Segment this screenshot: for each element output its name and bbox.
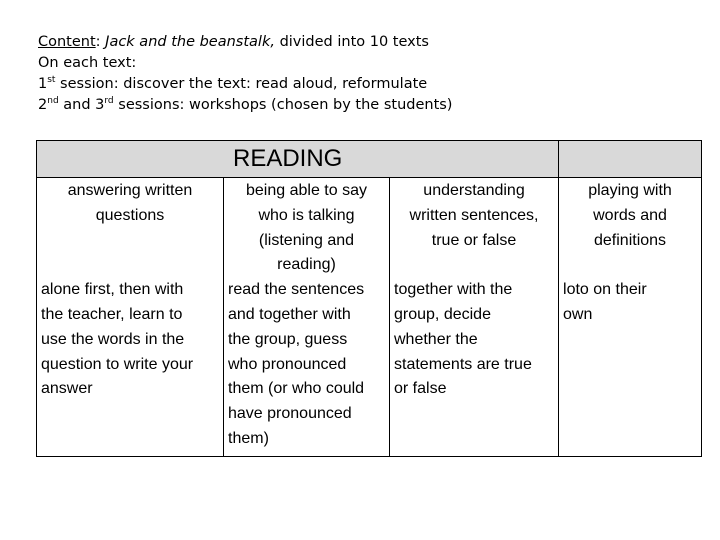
- activity-line: read the sentences: [228, 281, 365, 299]
- activity-line: and together with: [228, 305, 351, 323]
- activity-line: answer: [41, 380, 93, 398]
- skill-line: words and: [593, 206, 667, 224]
- skill-line: reading): [277, 256, 336, 274]
- activity-line: who pronounced: [228, 355, 347, 373]
- skill-line: answering written: [67, 182, 193, 199]
- activity-line: have pronounced: [228, 405, 352, 423]
- first-session-ordinal: st: [47, 75, 56, 85]
- activity-line: or false: [394, 380, 447, 398]
- first-session-description: session: discover the text: read aloud, reformulate: [55, 76, 428, 92]
- skills-row: [37, 178, 702, 279]
- skill-line: definitions: [594, 231, 667, 249]
- skill-line: true or false: [431, 231, 517, 249]
- reading-header-title: READING: [233, 145, 343, 172]
- second-session-ordinal: nd: [47, 96, 59, 106]
- activity-line: them): [228, 429, 269, 447]
- activity-line: together with the: [394, 281, 513, 299]
- activity-line: question to write your: [41, 355, 194, 373]
- skill-cell: [37, 178, 224, 279]
- story-title: Jack and the beanstalk,: [105, 34, 275, 50]
- skill-line: written sentences,: [409, 206, 539, 224]
- activity-line: loto on their: [563, 281, 647, 299]
- activity-line: alone first, then with: [41, 281, 184, 299]
- skill-cell: [390, 178, 559, 279]
- activity-cell: [37, 278, 224, 456]
- activity-line: own: [563, 305, 593, 323]
- activity-line: the group, guess: [228, 330, 348, 348]
- each-text-line: On each text:: [38, 55, 137, 71]
- activity-line: group, decide: [394, 305, 491, 323]
- reading-header-row: [37, 141, 702, 178]
- later-sessions-description: sessions: workshops (chosen by the students): [113, 97, 453, 113]
- activity-line: statements are true: [394, 355, 532, 373]
- third-session-number: and 3: [58, 97, 105, 113]
- activity-line: whether the: [394, 330, 478, 348]
- activity-line: them (or who could: [228, 380, 365, 398]
- reading-header-empty-cell: [559, 141, 702, 178]
- skill-line: questions: [95, 206, 165, 224]
- content-description: divided into 10 texts: [274, 34, 429, 50]
- skill-line: being able to say: [246, 182, 367, 199]
- third-session-ordinal: rd: [104, 96, 114, 106]
- activity-line: the teacher, learn to: [41, 305, 183, 323]
- first-session-number: 1: [38, 76, 48, 92]
- content-label: Content: [38, 34, 96, 50]
- activity-cell: [390, 278, 559, 456]
- activity-cell: [224, 278, 390, 456]
- content-line: [38, 32, 452, 53]
- reading-table: [36, 140, 702, 457]
- second-session-number: 2: [38, 97, 48, 113]
- activities-row: [37, 278, 702, 456]
- reading-header-cell: [37, 141, 559, 178]
- skill-line: (listening and: [258, 231, 355, 249]
- first-session-line: [38, 74, 452, 95]
- skill-line: playing with: [588, 182, 672, 199]
- skill-line: who is talking: [258, 206, 355, 224]
- intro-text: [38, 32, 452, 116]
- activity-cell: [559, 278, 702, 456]
- later-sessions-line: [38, 95, 452, 116]
- content-separator: :: [95, 34, 106, 50]
- activity-line: use the words in the: [41, 330, 185, 348]
- skill-cell: [224, 178, 390, 279]
- skill-line: understanding: [423, 182, 525, 199]
- skill-cell: [559, 178, 702, 279]
